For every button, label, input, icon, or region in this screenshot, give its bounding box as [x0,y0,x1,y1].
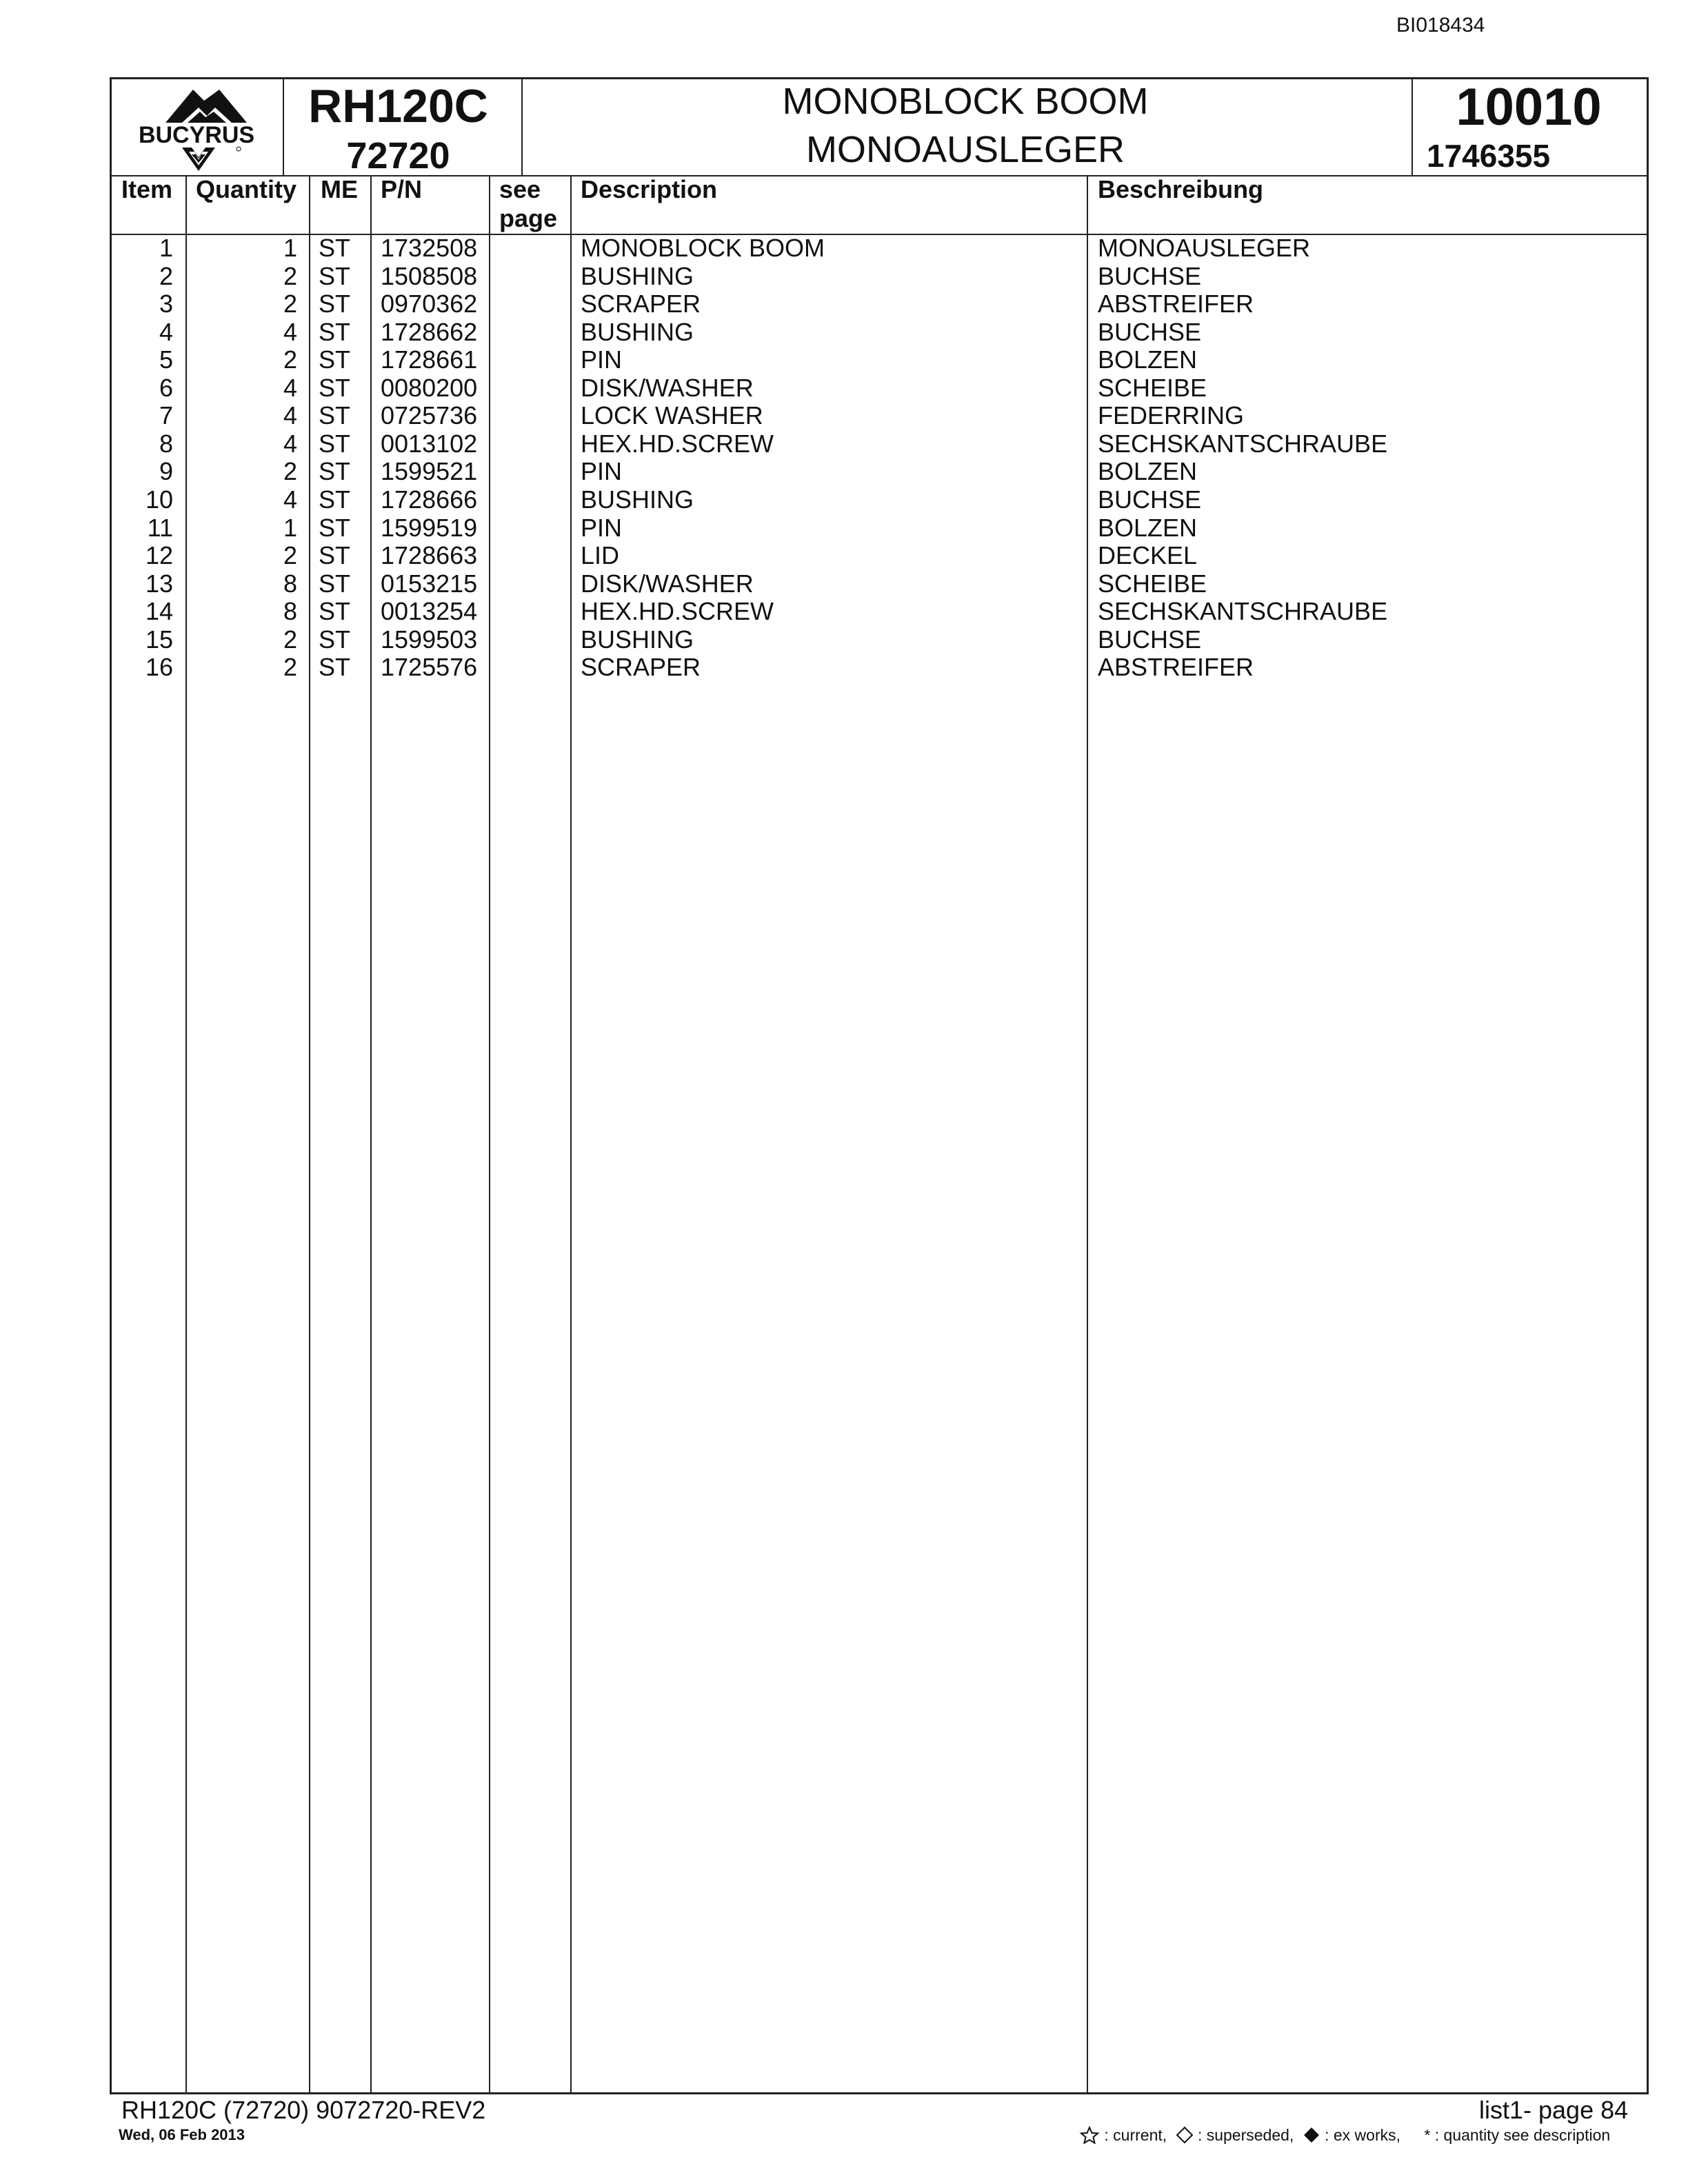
bucyrus-logo [116,80,277,174]
unit: ST [319,541,351,570]
description: SCRAPER [581,653,701,682]
quantity: 4 [283,373,297,402]
part-number: 1728661 [381,345,478,374]
description: BUSHING [581,625,694,654]
unit: ST [319,429,351,458]
quantity: 2 [283,457,297,486]
col-header-pn: P/N [381,175,423,203]
col-header-description: Description [581,175,718,203]
page-number: list1- page 84 [1479,2096,1629,2124]
unit: ST [319,290,351,318]
beschreibung: FEDERRING [1098,401,1245,430]
beschreibung: BUCHSE [1098,317,1202,346]
beschreibung: DECKEL [1098,541,1198,570]
model-number: 72720 [346,135,450,176]
part-number: 1508508 [381,261,478,290]
item-number: 2 [159,261,173,290]
table-row [0,514,1688,543]
table-row [0,430,1688,458]
svg-text:BUCYRUS: BUCYRUS [138,122,255,148]
item-number: 9 [159,457,173,486]
quantity: 2 [283,345,297,374]
table-row [0,598,1688,626]
table-row [0,458,1688,486]
description: LID [581,541,620,570]
table-row [0,654,1688,682]
part-number: 0725736 [381,401,478,430]
description: BUSHING [581,317,694,346]
beschreibung: ABSTREIFER [1098,653,1254,682]
model-block [279,77,517,176]
part-number: 1725576 [381,653,478,682]
quantity: 2 [283,290,297,318]
document-reference: RH120C (72720) 9072720-REV2 [121,2096,486,2124]
item-number: 1 [159,234,173,262]
item-number: 8 [159,429,173,458]
unit: ST [319,317,351,346]
part-number: 0013102 [381,429,478,458]
model-name: RH120C [308,80,488,132]
col-header-quantity: Quantity [196,175,297,203]
unit: ST [319,234,351,262]
col-header-beschreibung: Beschreibung [1098,175,1264,203]
title-block [521,77,1410,174]
quantity: 1 [283,234,297,262]
beschreibung: BOLZEN [1098,513,1198,542]
quantity: 1 [283,513,297,542]
part-number: 1728666 [381,485,478,514]
description: DISK/WASHER [581,373,754,402]
item-number: 14 [145,597,173,626]
part-number: 0013254 [381,597,478,626]
part-number: 1599521 [381,457,478,486]
beschreibung: SCHEIBE [1098,373,1207,402]
item-number: 7 [159,401,173,430]
table-row [0,346,1688,374]
description: LOCK WASHER [581,401,763,430]
quantity: 4 [283,317,297,346]
star-outline-icon [1079,2126,1100,2145]
quantity: 4 [283,401,297,430]
document-date: Wed, 06 Feb 2013 [119,2126,245,2143]
part-number: 0153215 [381,569,478,598]
legend: : current, : superseded, : ex works, * : quantity see description [1079,2126,1610,2145]
item-number: 10 [145,485,173,514]
quantity: 4 [283,485,297,514]
diamond-filled-icon [1303,2126,1320,2145]
part-number: 1599519 [381,513,478,542]
unit: ST [319,401,351,430]
description: HEX.HD.SCREW [581,597,774,626]
beschreibung: BOLZEN [1098,457,1198,486]
title-german: MONOAUSLEGER [805,129,1125,170]
beschreibung: ABSTREIFER [1098,290,1254,318]
item-number: 5 [159,345,173,374]
col-header-see-page: see page [499,175,558,232]
item-number: 16 [145,653,173,682]
beschreibung: BUCHSE [1098,485,1202,514]
part-number: 1599503 [381,625,478,654]
unit: ST [319,569,351,598]
item-number: 13 [145,569,173,598]
item-number: 11 [147,513,173,542]
table-row [0,318,1688,347]
document-id: BI018434 [1396,14,1485,37]
unit: ST [319,513,351,542]
table-row [0,290,1688,318]
unit: ST [319,345,351,374]
group-block [1411,77,1646,175]
item-number: 12 [145,541,173,570]
description: SCRAPER [581,290,701,318]
beschreibung: SECHSKANTSCHRAUBE [1098,429,1388,458]
description: DISK/WASHER [581,569,754,598]
part-number: 1728663 [381,541,478,570]
table-row [0,374,1688,403]
part-number: 1732508 [381,234,478,262]
description: BUSHING [581,485,694,514]
unit: ST [319,485,351,514]
table-row [0,263,1688,291]
description: MONOBLOCK BOOM [581,234,825,262]
table-row [0,626,1688,654]
beschreibung: BUCHSE [1098,625,1202,654]
item-number: 4 [159,317,173,346]
col-header-item: Item [121,175,173,203]
item-number: 3 [159,290,173,318]
table-row [0,402,1688,430]
table-row [0,570,1688,598]
beschreibung: BOLZEN [1098,345,1198,374]
quantity: 2 [283,261,297,290]
quantity: 4 [283,429,297,458]
item-number: 15 [145,625,173,654]
item-number: 6 [159,373,173,402]
beschreibung: SECHSKANTSCHRAUBE [1098,597,1388,626]
description: PIN [581,345,623,374]
table-row [0,234,1688,263]
quantity: 2 [283,541,297,570]
part-number: 0080200 [381,373,478,402]
unit: ST [319,597,351,626]
description: PIN [581,513,623,542]
quantity: 8 [283,569,297,598]
part-number: 0970362 [381,290,478,318]
quantity: 2 [283,653,297,682]
description: PIN [581,457,623,486]
table-row [0,486,1688,514]
unit: ST [319,457,351,486]
title-english: MONOBLOCK BOOM [782,81,1149,122]
unit: ST [319,261,351,290]
description: HEX.HD.SCREW [581,429,774,458]
col-header-me: ME [321,175,358,203]
part-number: 1728662 [381,317,478,346]
beschreibung: MONOAUSLEGER [1098,234,1311,262]
group-number: 10010 [1456,78,1602,136]
assembly-part-number: 1746355 [1427,138,1551,174]
beschreibung: BUCHSE [1098,261,1202,290]
unit: ST [319,653,351,682]
table-row [0,542,1688,570]
beschreibung: SCHEIBE [1098,569,1207,598]
diamond-outline-icon [1176,2126,1194,2145]
description: BUSHING [581,261,694,290]
quantity: 8 [283,597,297,626]
unit: ST [319,373,351,402]
quantity: 2 [283,625,297,654]
unit: ST [319,625,351,654]
